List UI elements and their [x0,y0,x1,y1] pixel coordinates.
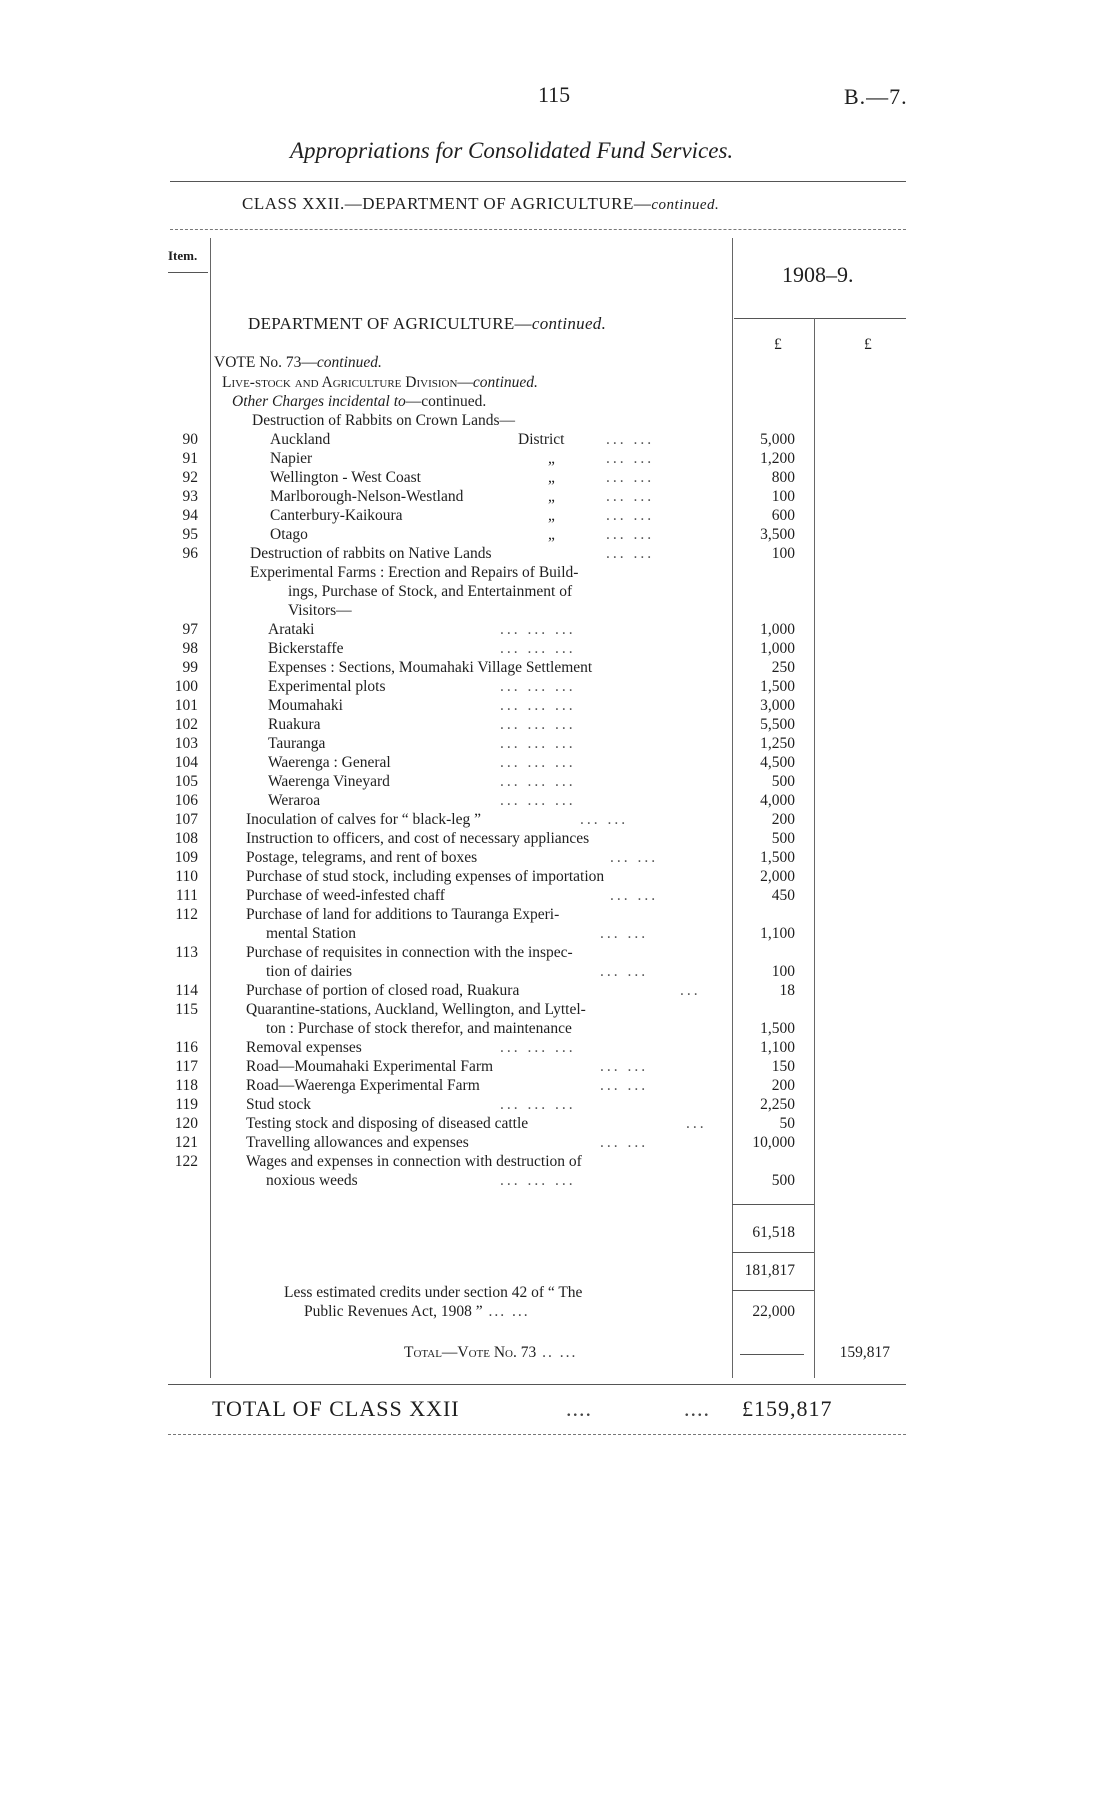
table-row [0,621,1114,640]
item-description: Ruakura [268,716,321,733]
page-number: 115 [538,82,571,107]
item-description: Napier [270,450,313,467]
dot-leader: ... ... ... [500,621,576,638]
subtotal-rule [732,1204,814,1205]
table-row [0,678,1114,697]
table-row [0,469,1114,488]
dot-leader: ... ... ... [500,640,576,657]
table-row [0,754,1114,773]
item-description-continued: ton : Purchase of stock therefor, and maintenance [266,1020,572,1037]
item-description: Road—Waerenga Experimental Farm [246,1077,480,1094]
item-number: 94 [182,507,198,524]
dot-leader: ... ... ... [500,1039,576,1056]
dot-leader: ... ... ... [500,678,576,695]
item-description: Destruction of rabbits on Native Lands [250,545,492,562]
item-number: 113 [175,944,198,961]
item-description: Wages and expenses in connection with destruction of [246,1153,582,1170]
item-number: 97 [182,621,198,638]
vote-total-label: Total—Vote No. 73 [404,1344,537,1361]
table-row [0,450,1114,469]
table-row [0,811,1114,830]
table-row [0,545,1114,564]
item-number: 110 [175,868,198,885]
item-description: Purchase of portion of closed road, Ruakura [246,982,520,999]
item-amount: 1,200 [760,450,795,467]
dot-leader: ... ... [600,1077,649,1094]
item-number: 96 [182,545,198,562]
item-description: Removal expenses [246,1039,362,1056]
item-amount: 100 [771,963,795,980]
item-description: Purchase of stud stock, including expenses of importation [246,868,605,885]
item-amount: 1,500 [760,1020,795,1037]
item-header-rule [168,272,208,273]
currency-header-2: £ [864,336,872,353]
class-heading-suffix: continued. [651,197,720,213]
dot-leader: ... ... [606,488,655,505]
table-row [0,1058,1114,1077]
table-row [0,887,1114,906]
rabbits-heading: Destruction of Rabbits on Crown Lands— [252,412,516,429]
page-title: Appropriations for Consolidated Fund Services. [290,138,734,163]
ditto-mark: „ [548,469,555,486]
item-description: Purchase of requisites in connection with the inspec- [246,944,573,961]
item-amount: 1,000 [760,621,795,638]
vote-heading-text: VOTE No. 73— [214,354,317,371]
table-row [0,526,1114,545]
item-amount: 5,500 [760,716,795,733]
class-total-top-rule [168,1384,906,1385]
item-number: 91 [182,450,198,467]
item-description: Moumahaki [268,697,343,714]
item-description: Marlborough-Nelson-Westland [270,488,464,505]
item-description: Bickerstaffe [268,640,344,657]
dot-leader: ... ... [600,1134,649,1151]
item-number: 90 [182,431,198,448]
other-charges-suffix: —continued. [405,393,487,410]
table-row-continuation [0,963,1114,982]
dot-leader: ... ... ... [500,773,576,790]
other-charges-heading [232,393,486,411]
subtotal-amount: 61,518 [752,1224,795,1241]
item-number: 104 [174,754,198,771]
gross-rule [732,1252,814,1253]
division-heading-suffix: continued. [472,374,538,391]
item-amount: 1,000 [760,640,795,657]
item-description: Waerenga : General [268,754,391,771]
vote-heading [214,354,382,372]
ditto-mark: „ [548,507,555,524]
table-row [0,982,1114,1001]
item-description: Postage, telegrams, and rent of boxes [246,849,478,866]
year-rule [734,318,906,319]
vote-heading-suffix: continued. [316,354,382,371]
item-number: 108 [174,830,198,847]
class-total-label: TOTAL OF CLASS XXII [212,1396,460,1421]
item-amount: 50 [779,1115,795,1132]
division-heading [222,374,538,392]
item-number: 109 [174,849,198,866]
item-number: 93 [182,488,198,505]
item-number: 106 [174,792,198,809]
dot-leader: ... ... [606,545,655,562]
item-description: Weraroa [268,792,321,809]
item-amount: 150 [771,1058,795,1075]
dot-leader: ... ... [482,1303,530,1320]
item-description-continued: tion of dairies [266,963,353,980]
farms-heading-line-2: ings, Purchase of Stock, and Entertainment of [288,583,573,600]
item-amount: 1,500 [760,849,795,866]
item-amount: 100 [771,545,795,562]
department-heading-text: DEPARTMENT OF AGRICULTURE— [248,314,532,333]
item-number: 119 [175,1096,198,1113]
table-row [0,1077,1114,1096]
class-total-dots-1: .... [566,1396,592,1421]
item-amount: 2,000 [760,868,795,885]
item-description: Instruction to officers, and cost of necessary appliances [246,830,590,847]
credits-description-text: Public Revenues Act, 1908 ” [304,1303,483,1320]
item-description: Auckland [270,431,331,448]
dot-leader: ... ... [600,1058,649,1075]
division-heading-text: Live-stock and Agriculture Division— [222,374,473,391]
table-row [0,507,1114,526]
item-description: Road—Moumahaki Experimental Farm [246,1058,494,1075]
item-description: Purchase of weed-infested chaff [246,887,445,904]
dot-leader: ... [680,982,701,999]
table-row-continuation [0,1020,1114,1039]
item-amount: 800 [771,469,795,486]
item-number: 98 [182,640,198,657]
table-row [0,659,1114,678]
item-number: 105 [174,773,198,790]
item-amount: 3,500 [760,526,795,543]
document-reference: B.—7. [844,84,908,109]
table-row-continuation [0,925,1114,944]
credits-description-line-2 [304,1303,530,1321]
item-description: Tauranga [268,735,326,752]
other-charges-text: Other Charges incidental to [232,393,406,410]
title-rule [170,181,906,182]
dot-leader: ... ... [606,431,655,448]
item-amount: 200 [771,1077,795,1094]
farms-heading-line-1: Experimental Farms : Erection and Repairs of Build- [250,564,579,581]
year-header: 1908–9. [782,262,854,287]
item-number: 120 [174,1115,198,1132]
credits-amount: 22,000 [752,1303,795,1320]
table-row [0,830,1114,849]
table-row [0,773,1114,792]
dot-leader: ... ... [580,811,629,828]
item-number: 121 [174,1134,198,1151]
department-heading [248,314,606,334]
table-row [0,868,1114,887]
item-amount: 500 [771,830,795,847]
table-row-continuation [0,1172,1114,1191]
item-number: 112 [175,906,198,923]
ditto-mark: „ [548,450,555,467]
item-number: 102 [174,716,198,733]
table-row [0,716,1114,735]
item-description: Inoculation of calves for “ black-leg ” [246,811,481,828]
item-number: 103 [174,735,198,752]
item-description: Canterbury-Kaikoura [270,507,403,524]
item-number: 107 [174,811,198,828]
dot-leader: ... ... [600,963,649,980]
item-amount: 100 [771,488,795,505]
table-row [0,1153,1114,1172]
vote-total-line [404,1344,577,1362]
item-description-continued: noxious weeds [266,1172,358,1189]
table-row [0,944,1114,963]
table-row [0,849,1114,868]
item-number: 117 [175,1058,198,1075]
class-heading-text: CLASS XXII.—DEPARTMENT OF AGRICULTURE— [242,194,652,213]
dot-leader: ... ... ... [500,1096,576,1113]
item-amount: 1,100 [760,925,795,942]
item-description: Arataki [268,621,315,638]
ditto-mark: „ [548,488,555,505]
item-amount: 200 [771,811,795,828]
item-description: Otago [270,526,308,543]
item-number: 92 [182,469,198,486]
vote-total-amount: 159,817 [839,1344,890,1361]
currency-header-1: £ [774,336,782,353]
gross-amount: 181,817 [744,1262,795,1279]
item-amount: 600 [771,507,795,524]
credits-rule [732,1290,814,1291]
dot-leader: ... ... ... [500,735,576,752]
credits-description-line-1: Less estimated credits under section 42 of “ The [284,1284,583,1301]
department-heading-suffix: continued. [531,314,607,333]
dot-leader: ... ... [606,526,655,543]
table-row [0,431,1114,450]
item-amount: 18 [779,982,795,999]
class-heading-rule [170,229,906,230]
item-number: 100 [174,678,198,695]
item-description: Stud stock [246,1096,312,1113]
item-number: 114 [175,982,198,999]
item-amount: 1,500 [760,678,795,695]
class-total-amount: £159,817 [742,1396,833,1421]
dot-leader: ... ... [606,450,655,467]
item-description: Quarantine-stations, Auckland, Wellington, and Lyttel- [246,1001,586,1018]
item-amount: 500 [771,1172,795,1189]
item-number: 111 [175,887,198,904]
class-total-dots-2: .... [684,1396,710,1421]
item-amount: 3,000 [760,697,795,714]
dot-leader: ... ... ... [500,792,576,809]
item-number: 116 [175,1039,198,1056]
item-number: 99 [182,659,198,676]
item-column-header: Item. [168,248,198,263]
item-description: Travelling allowances and expenses [246,1134,469,1151]
ditto-mark: „ [548,526,555,543]
item-number: 95 [182,526,198,543]
dot-leader: ... ... ... [500,754,576,771]
item-amount: 2,250 [760,1096,795,1113]
class-total-bottom-rule [168,1434,906,1435]
dot-leader: ... ... [600,925,649,942]
item-amount: 450 [771,887,795,904]
dot-leader: ... ... [606,469,655,486]
dot-leader: ... ... ... [500,697,576,714]
item-description: Testing stock and disposing of diseased cattle [246,1115,529,1132]
item-description: Waerenga Vineyard [268,773,390,790]
item-description: Experimental plots [268,678,386,695]
table-row [0,735,1114,754]
table-row [0,640,1114,659]
item-description: Expenses : Sections, Moumahaki Village Settlement [268,659,593,676]
dot-leader: ... ... [606,507,655,524]
vote-total-rule [740,1354,804,1355]
item-amount: 4,500 [760,754,795,771]
table-row [0,1001,1114,1020]
farms-heading-line-3: Visitors— [288,602,352,619]
table-row [0,1096,1114,1115]
item-amount: 4,000 [760,792,795,809]
district-label: District [518,431,565,448]
table-row [0,1134,1114,1153]
table-row [0,906,1114,925]
class-heading [242,194,719,214]
item-description-continued: mental Station [266,925,356,942]
dot-leader: ... ... [610,887,659,904]
item-number: 101 [174,697,198,714]
dot-leader: ... ... ... [500,1172,576,1189]
dot-leader: ... ... ... [500,716,576,733]
item-amount: 1,100 [760,1039,795,1056]
item-number: 122 [174,1153,198,1170]
item-description: Wellington - West Coast [270,469,421,486]
dot-leader: ... ... [610,849,659,866]
item-amount: 10,000 [752,1134,795,1151]
table-row [0,792,1114,811]
table-row [0,1115,1114,1134]
item-amount: 5,000 [760,431,795,448]
table-row [0,1039,1114,1058]
item-description: Purchase of land for additions to Tauranga Experi- [246,906,560,923]
item-amount: 1,250 [760,735,795,752]
item-amount: 250 [771,659,795,676]
dot-leader: .. ... [536,1344,578,1361]
item-amount: 500 [771,773,795,790]
table-row [0,488,1114,507]
dot-leader: ... [686,1115,707,1132]
table-row [0,697,1114,716]
item-number: 115 [175,1001,198,1018]
item-number: 118 [175,1077,198,1094]
